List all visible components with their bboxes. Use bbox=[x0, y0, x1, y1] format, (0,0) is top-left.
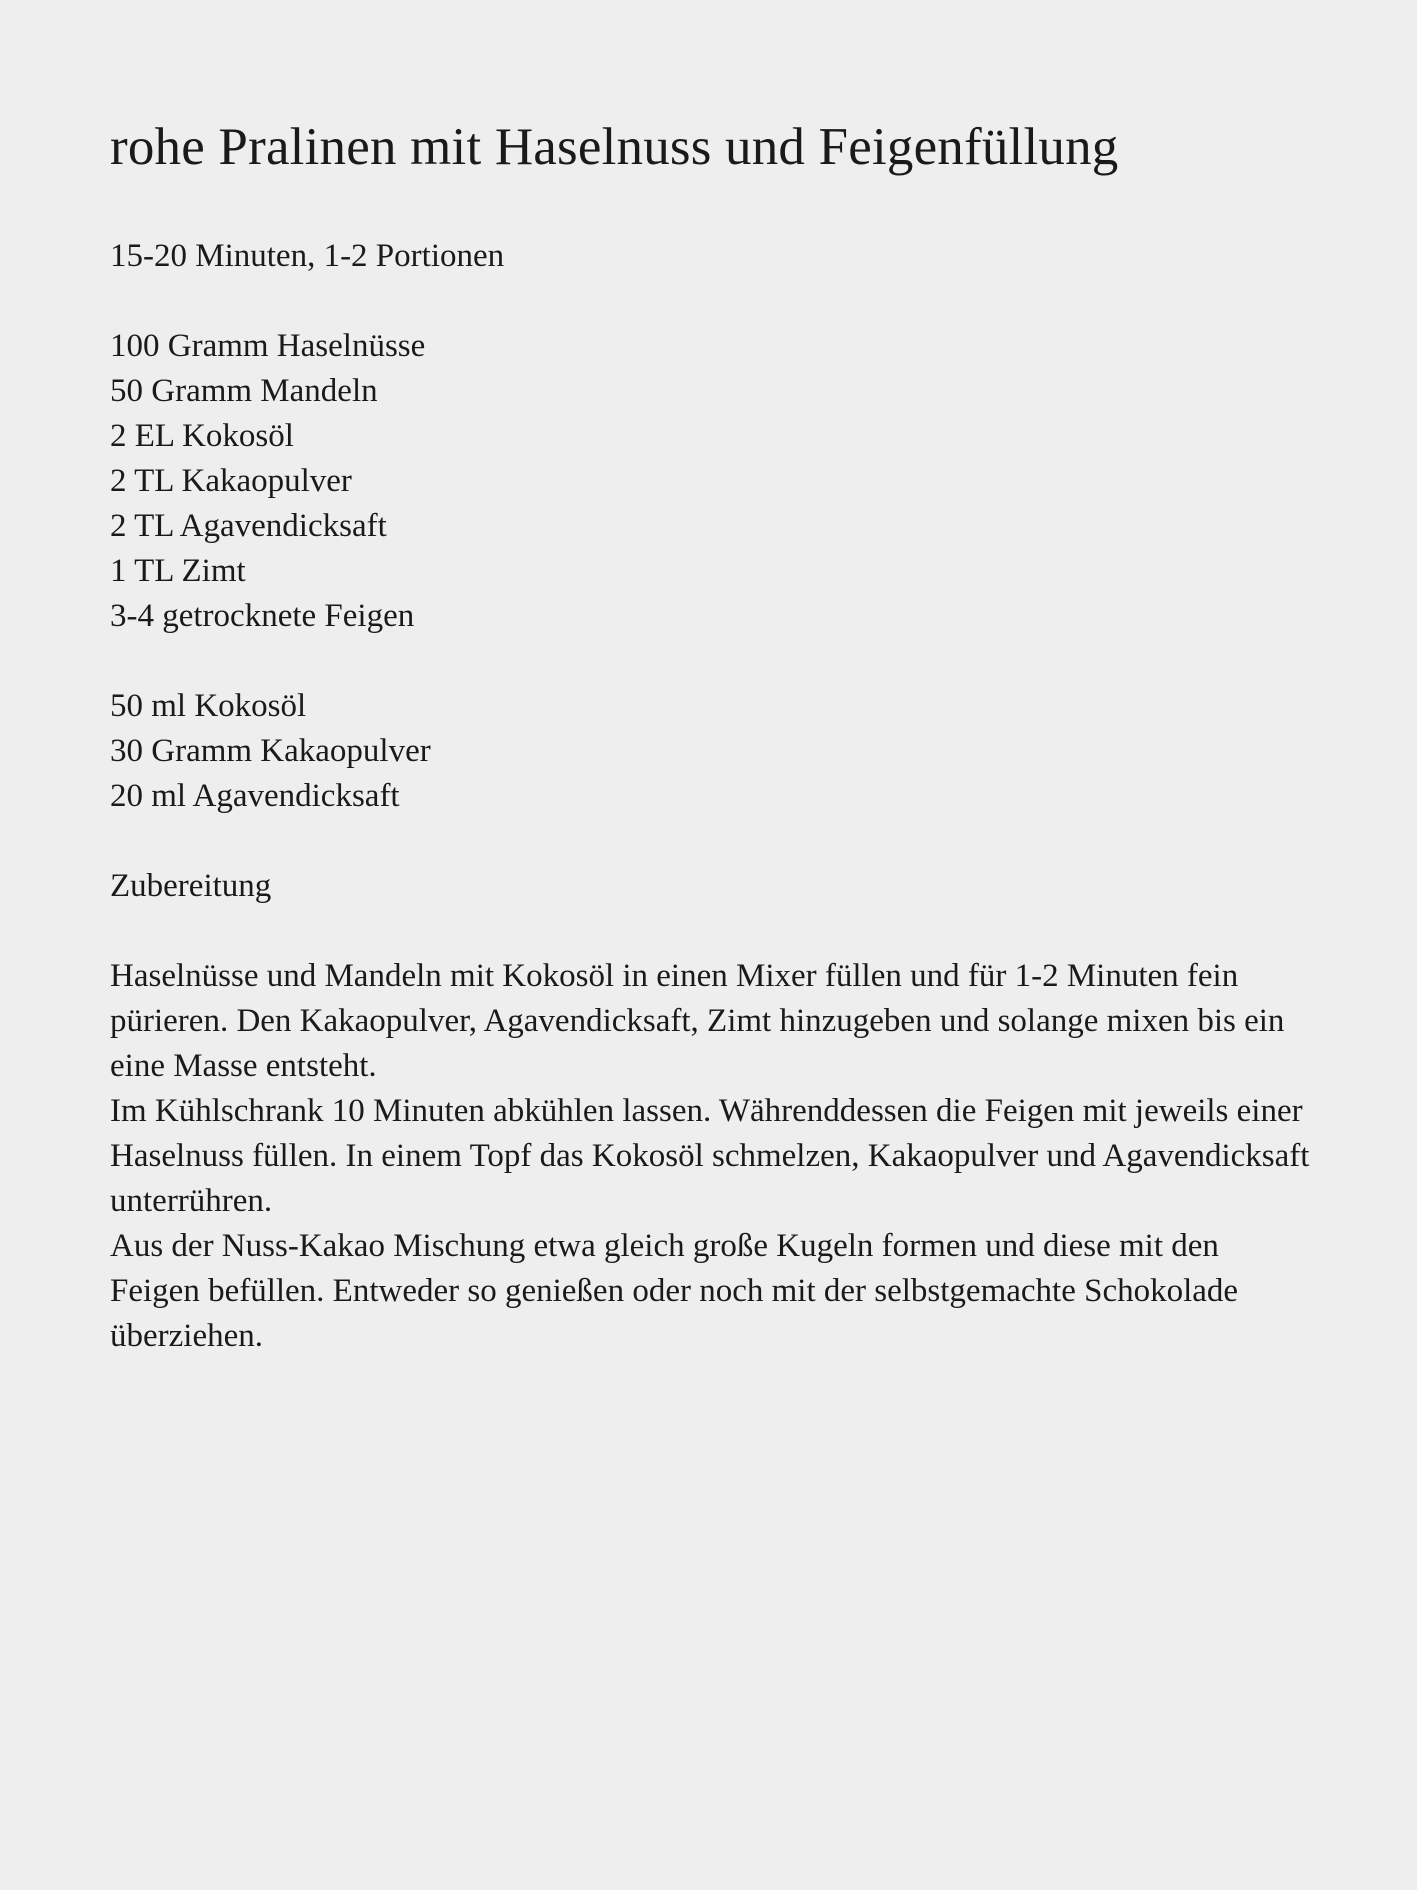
ingredient-item: 1 TL Zimt bbox=[110, 553, 246, 589]
ingredient-item: 30 Gramm Kakaopulver bbox=[110, 733, 431, 769]
ingredient-item: 3-4 getrocknete Feigen bbox=[110, 598, 415, 634]
preparation-paragraph: Haselnüsse und Mandeln mit Kokosöl in einen Mixer füllen und für 1-2 Minuten fein pürieren. Den Kakaopulver, Agavendicksaft, Zimt hinzugeben und solange mixen bis ein eine Masse entsteht. bbox=[110, 958, 1285, 1084]
preparation-paragraph: Aus der Nuss-Kakao Mischung etwa gleich große Kugeln formen und diese mit den Feigen befüllen. Entweder so genießen oder noch mit der selbstgemachte Schokolade überziehen. bbox=[110, 1228, 1239, 1354]
preparation-heading: Zubereitung bbox=[110, 868, 272, 904]
recipe-content bbox=[110, 112, 1330, 1359]
recipe-time-servings: 15-20 Minuten, 1-2 Portionen bbox=[110, 238, 505, 274]
ingredient-item: 100 Gramm Haselnüsse bbox=[110, 328, 426, 364]
ingredient-item: 2 EL Kokosöl bbox=[110, 418, 294, 454]
preparation-text bbox=[110, 954, 1315, 1359]
ingredient-item: 20 ml Agavendicksaft bbox=[110, 778, 400, 814]
ingredient-list-coating bbox=[110, 684, 1330, 819]
ingredient-item: 2 TL Agavendicksaft bbox=[110, 508, 387, 544]
recipe-title: rohe Pralinen mit Haselnuss und Feigenfüllung bbox=[110, 118, 1119, 176]
ingredient-list-main bbox=[110, 324, 1330, 639]
ingredient-item: 50 ml Kokosöl bbox=[110, 688, 307, 724]
ingredient-item: 2 TL Kakaopulver bbox=[110, 463, 352, 499]
ingredient-item: 50 Gramm Mandeln bbox=[110, 373, 378, 409]
preparation-paragraph: Im Kühlschrank 10 Minuten abkühlen lassen. Währenddessen die Feigen mit jeweils einer Haselnuss füllen. In einem Topf das Kokosöl schmelzen, Kakaopulver und Agavendicksaft unterrühren. bbox=[110, 1093, 1310, 1219]
